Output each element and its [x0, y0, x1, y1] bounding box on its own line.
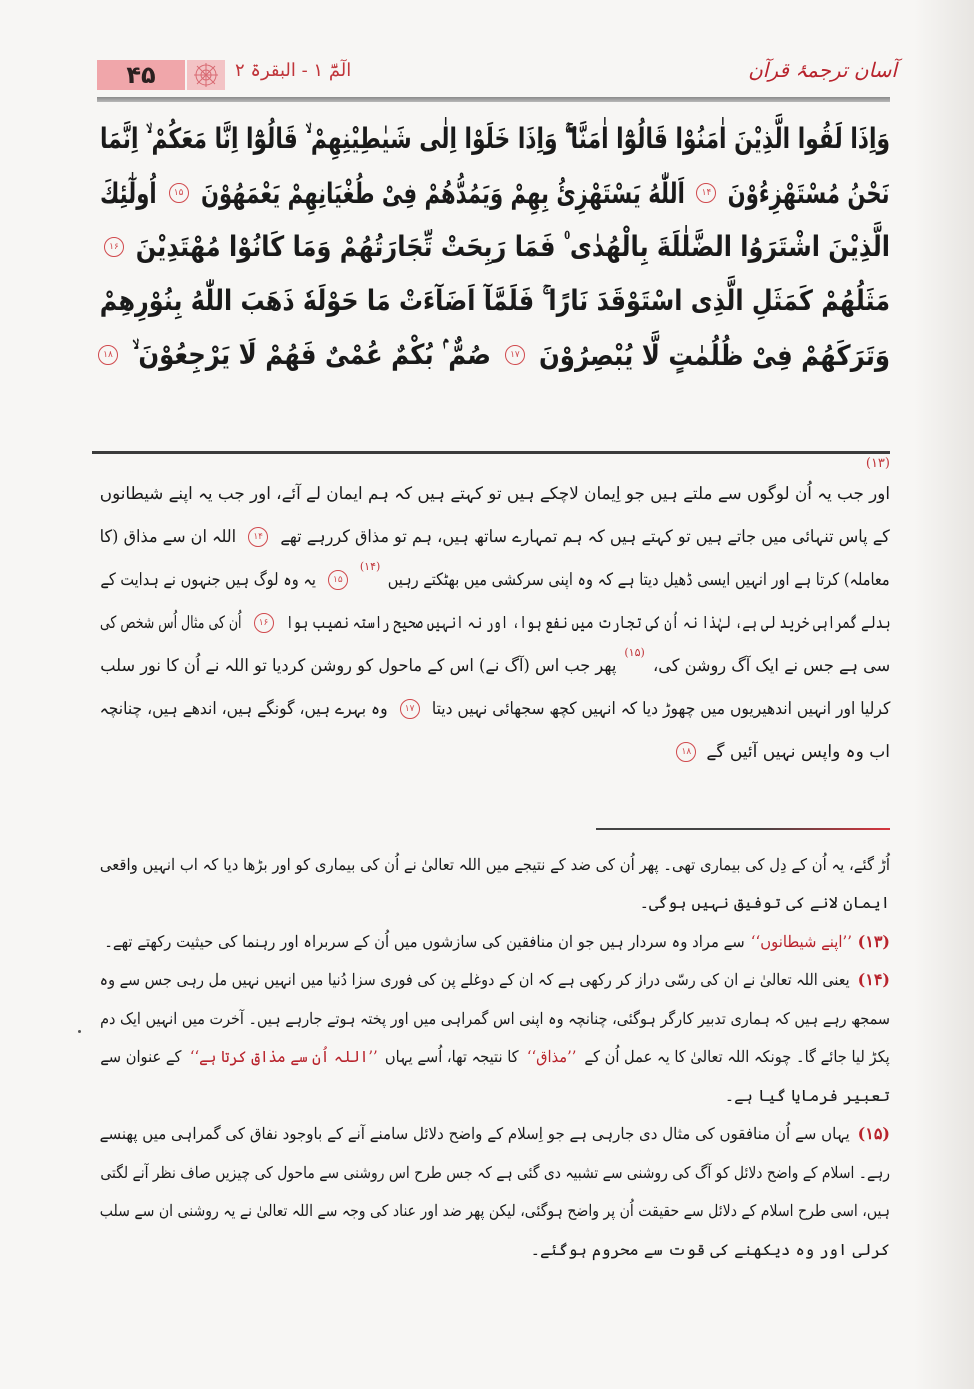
book-title: آسان ترجمۂ قرآن [748, 58, 897, 82]
ayah-number-marker: ۱۵ [328, 570, 348, 590]
arabic-line-text: اُولٰٓئِكَ [99, 176, 157, 210]
translation-text: اللہ ان سے مذاق (کا [99, 527, 237, 547]
footnote-number: (۱۴) [857, 970, 890, 990]
translation-line [100, 558, 890, 601]
footnote-quote: ’’اللہ اُن سے مذاق کرتا ہے‘‘ [189, 1047, 378, 1067]
arabic-line [100, 220, 890, 274]
footnote-line [100, 884, 890, 923]
translation-text: معاملہ) کرتا ہے اور انہیں ایسی ڈھیل دیتا ہے کہ وہ اپنی سرکشی میں بھٹکتے رہیں [388, 570, 890, 590]
translation-text: سی ہے جس نے ایک آگ روشن کی، [652, 656, 890, 676]
surah-reference: الٓمّٓ ۱ - البقرۃ ۲ [235, 60, 352, 81]
translation-text: اور جب یہ اُن لوگوں سے ملتے ہیں جو اِیمان لاچکے ہیں تو کہتے ہیں کہ ہم ایمان لے آئے، اور جب یہ اپنے شیطانوں [99, 484, 891, 504]
translation-line [100, 644, 890, 687]
footnote-divider [596, 828, 890, 830]
translation-line [100, 472, 890, 515]
arabic-line-text: اَللّٰهُ يَسْتَهْزِئُ بِهِمْ وَيَمُدُّهُمْ فِىْ طُغْيَانِهِمْ يَعْمَهُوْنَ [200, 176, 685, 210]
footnote-13 [100, 922, 890, 961]
footnote-text: رہے۔ اسلام کے واضح دلائل کو آگ کی روشنی سے تشبیہ دی گئی ہے کہ جس طرح اس روشنی سے ماحول کی چیزیں صاف نظر آنے لگتی [100, 1162, 890, 1182]
footnote-text: ایمان لانے کی توفیق نہیں ہوگی۔ [639, 893, 890, 913]
ayah-number-marker: ۱۸ [676, 742, 696, 762]
translation-text: وہ بہرے ہیں، گونگے ہیں، اندھے ہیں، چنانچہ [99, 699, 388, 719]
translation-line [100, 515, 890, 558]
arabic-line-text: مَثَلُهُمْ كَمَثَلِ الَّذِى اسْتَوْقَدَ نَارًا ۚ فَلَمَّآ اَضَآءَتْ مَا حَوْلَهٗ ذَهَبَ اللّٰهُ بِنُوْرِهِمْ [99, 284, 891, 317]
ayah-number-marker: ۱۶ [104, 237, 124, 257]
translation-text: اب وہ واپس نہیں آئیں گے [706, 742, 890, 762]
footnote-14 [100, 961, 890, 1000]
footnote-text: ہیں، اسی طرح اسلام کے دلائل سے حقیقت اُن پر واضح ہوگئی، لیکن پھر ضد اور عناد کی وجہ سے اللہ تعالیٰ نے یہ روشنی ان سے سلب [99, 1201, 891, 1221]
footnote-ref: (۱۳) [865, 456, 890, 471]
footnote-line [100, 845, 890, 884]
arabic-line-text: الَّذِيْنَ اشْتَرَوُا الضَّلٰلَةَ بِالْهُدٰى ۠ فَمَا رَبِحَتْ تِّجَارَتُهُمْ وَمَا كَانُوْا مُهْتَدِيْنَ [135, 230, 890, 263]
translation-text: اُن کی مثال اُس شخص کی [99, 612, 242, 633]
footnote-15 [100, 1115, 890, 1154]
footnote-text: سمجھ رہے ہیں کہ ہماری تدبیر کارگر ہوگئی، چنانچہ وہ اپنی اس گمراہی میں اور پختہ ہوتے جارہے ہیں۔ آخرت میں انہیں ایک دم [100, 1008, 891, 1028]
translation-text: یہ وہ لوگ ہیں جنہوں نے ہدایت کے [100, 570, 316, 590]
arabic-line-text: وَاِذَا لَقُوا الَّذِيْنَ اٰمَنُوْا قَالُوْٓا اٰمَنَّا ۚۖ وَاِذَا خَلَوْا اِلٰى شَيٰطِيْنِهِمْ ۙ قَالُوْٓا اِنَّا مَعَكُمْ ۙ اِنَّمَا [99, 122, 891, 155]
arabic-line [100, 166, 890, 220]
footnote-text: اُڑ گئے، یہ اُن کے دِل کی بیماری تھی۔ پھر اُن کی ضد کے نتیجے میں اللہ تعالیٰ نے اُن کی بیماری کو اور بڑھا دیا کہ اب انہیں واقعی [99, 854, 890, 874]
translation-text: کرلیا اور انہیں اندھیریوں میں چھوڑ دیا کہ انہیں کچھ سجھائی نہیں دیتا [431, 699, 890, 719]
footnote-quote: ’’اپنے شیطانوں‘‘ [750, 931, 852, 951]
footnote-text: کرلی اور وہ دیکھنے کی قوت سے محروم ہوگئے۔ [530, 1239, 890, 1259]
footnote-text: پکڑ لیا جائے گا۔ چونکہ اللہ تعالیٰ کا یہ عمل اُن کے [584, 1047, 890, 1067]
footnote-ref: (۱۵) [624, 646, 645, 659]
ayah-number-marker: ۱۷ [400, 699, 420, 719]
footnote-quote: ’’مذاق‘‘ [526, 1047, 577, 1067]
footnote-text: یعنی اللہ تعالیٰ نے ان کی رسّی دراز کر رکھی ہے کہ ان کے دوغلے پن کی فوری سزا دُنیا میں انہیں نہیں مل رہی جس سے وہ [99, 970, 850, 990]
arabic-text-block [100, 112, 890, 382]
geometric-rosette-icon [187, 60, 225, 90]
footnote-text: کے عنوان سے [100, 1047, 182, 1067]
ayah-number-marker: ۱۴ [248, 527, 268, 547]
translation-text: کے پاس تنہائی میں جاتے ہیں تو کہتے ہیں کہ ہم تمہارے ساتھ ہیں، ہم تو مذاق کررہے تھے [280, 527, 890, 547]
arabic-line [100, 274, 890, 328]
footnote-ref: (۱۴) [359, 560, 381, 573]
translation-line [100, 687, 890, 730]
margin-speck [78, 1030, 81, 1033]
section-divider [92, 451, 890, 454]
footnote-number: (۱۳) [857, 931, 890, 951]
footnote-line [100, 1192, 890, 1231]
arabic-line-text: صُمٌّ ۢ بُكْمٌ عُمْىٌ فَهُمْ لَا يَرْجِعُوْنَ ۙ [132, 338, 491, 371]
translation-text: پھر جب اس (آگ نے) اس کے ماحول کو روشن کردیا تو اللہ نے اُن کا نور سلب [100, 656, 617, 676]
footnotes-block [100, 845, 890, 1269]
footnote-text: کا نتیجہ تھا، اُسے یہاں [384, 1047, 519, 1067]
footnote-text: تعبیر فرمایا گیا ہے۔ [724, 1085, 890, 1105]
ayah-number-marker: ۱۴ [696, 183, 716, 203]
arabic-line-text: نَحْنُ مُسْتَهْزِءُوْنَ [728, 176, 890, 210]
arabic-line-text: وَتَرَكَهُمْ فِىْ ظُلُمٰتٍ لَّا يُبْصِرُوْنَ [538, 338, 890, 372]
ayah-number-marker: ۱۶ [254, 613, 274, 633]
ayah-number-marker: ۱۸ [98, 345, 118, 365]
arabic-line [100, 328, 890, 382]
translation-line [100, 730, 890, 773]
translation-line [100, 601, 890, 644]
footnote-number: (۱۵) [857, 1124, 890, 1144]
footnote-text: سے مراد وہ سردار ہیں جو ان منافقین کی سازشوں میں اُن کے سربراہ اور رہنما کی حیثیت رکھتے تھے۔ [104, 931, 745, 951]
footnote-line [100, 999, 890, 1038]
footnote-text: یہاں سے اُن منافقوں کی مثال دی جارہی ہے جو اِسلام کے واضح دلائل سامنے آنے کے باوجود نفاق کی گمراہی میں پھنسے [99, 1124, 850, 1144]
header-divider [97, 97, 890, 102]
page-number-badge [97, 60, 185, 90]
page-edge-shadow [914, 0, 974, 1389]
footnote-line [100, 1038, 890, 1077]
ayah-number-marker: ۱۵ [169, 183, 189, 203]
footnote-line [100, 1076, 890, 1115]
footnote-line [100, 1230, 890, 1269]
urdu-translation-block [100, 472, 890, 773]
ayah-number-marker: ۱۷ [505, 345, 525, 365]
page-header [97, 58, 897, 94]
translation-text: بدلے گمراہی خرید لی ہے، لہٰذا نہ اُن کی تجارت میں نفع ہوا، اور نہ انہیں صحیح راستہ نصیب ہوا [285, 613, 890, 633]
footnote-line [100, 1153, 890, 1192]
arabic-line [100, 112, 890, 166]
page-number: ۴۵ [126, 61, 156, 89]
